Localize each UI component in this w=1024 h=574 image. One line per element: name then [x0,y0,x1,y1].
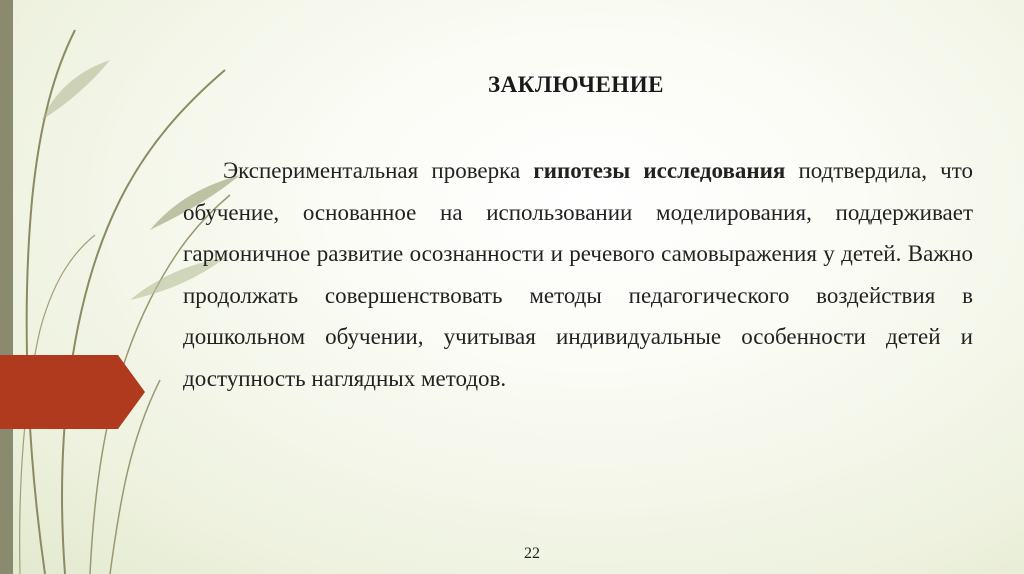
page-number: 22 [524,545,540,562]
body-text-bold: гипотезы исследования [533,158,786,183]
slide-body-text [183,150,973,400]
body-text-part-1: Экспериментальная проверка [223,158,534,183]
body-text-part-2: подтвердила, что обучение, основанное на использовании моделирования, поддерживает гармоничное развитие осознанности и речевого самовыражения у детей. Важно продолжать совершенствовать методы педагогического воздействия в дошкольном обучении, учитывая индивидуальные особенности детей и доступность наглядных методов. [183,158,973,391]
slide-title: ЗАКЛЮЧЕНИЕ [488,72,664,97]
accent-arrow-tab [0,355,145,429]
